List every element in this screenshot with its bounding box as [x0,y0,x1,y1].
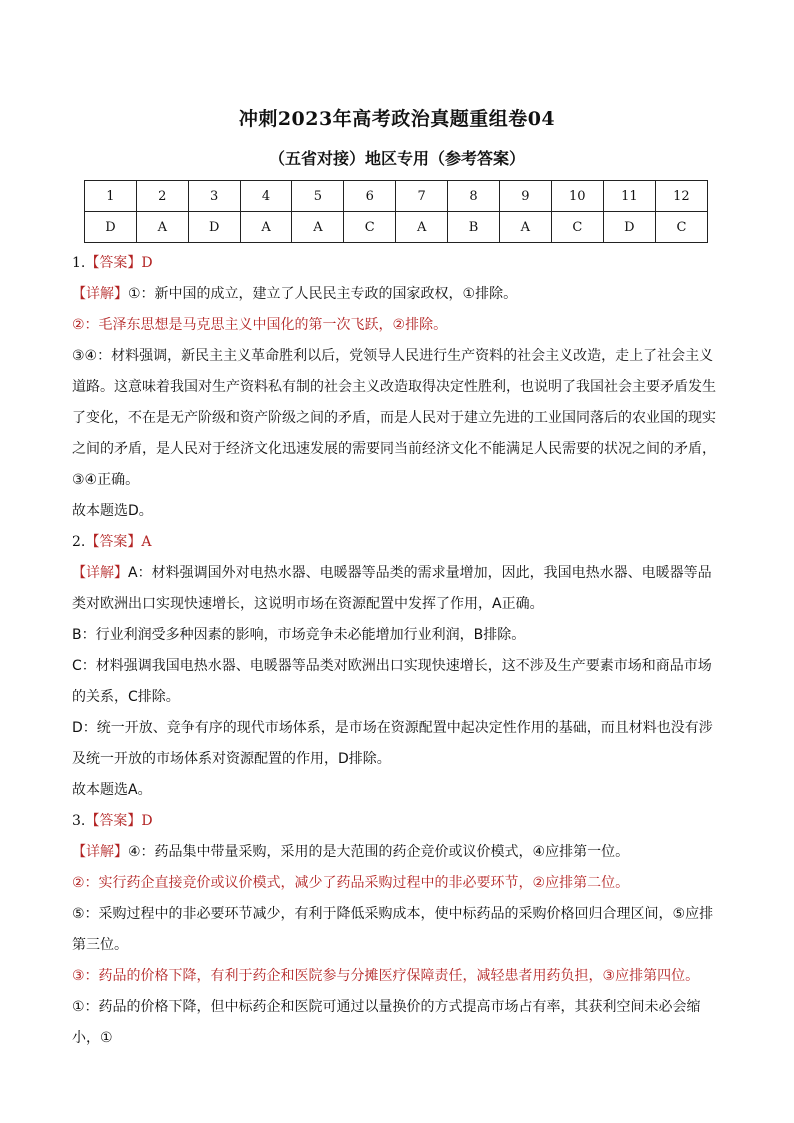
answer-line [72,527,724,558]
detail-paragraph: ②：毛泽东思想是马克思主义中国化的第一次飞跃，②排除。 [72,317,448,333]
detail-tag: 【详解】 [72,286,128,302]
detail-paragraph: D：统一开放、竞争有序的现代市场体系，是市场在资源配置中起决定性作用的基础，而且材料也没有涉及统一开放的市场体系对资源配置的作用，D排除。 [72,720,713,767]
conclusion-line: 故本题选A。 [72,782,152,798]
explanation-body [72,248,724,1054]
page-subtitle: （五省对接）地区专用（参考答案） [268,149,525,168]
detail-paragraph [72,837,724,868]
question-number-cell: 2 [136,181,188,212]
question-number-cell: 4 [240,181,292,212]
question-number: 1. [72,255,86,271]
detail-tag: 【详解】 [72,844,128,860]
answer-cell: C [655,212,707,243]
answer-cell: D [603,212,655,243]
question-number: 3. [72,813,86,829]
question-number-cell: 5 [292,181,344,212]
answer-cell: D [85,212,137,243]
detail-paragraph [72,279,724,310]
detail-paragraph: ①：药品的价格下降，但中标药企和医院可通过以量换价的方式提高市场占有率，其获利空间未必会缩小，① [72,999,701,1046]
answer-value: D [141,813,153,829]
conclusion-line: 故本题选D。 [72,503,153,519]
detail-text: A：材料强调国外对电热水器、电暖器等品类的需求量增加，因此，我国电热水器、电暖器等品类对欧洲出口实现快速增长，这说明市场在资源配置中发挥了作用，A正确。 [72,565,712,612]
question-number-cell: 7 [396,181,448,212]
answer-line [72,248,724,279]
question-number-cell: 8 [448,181,500,212]
detail-text: ④：药品集中带量采购，采用的是大范围的药企竞价或议价模式，④应排第一位。 [128,844,630,860]
answer-cell: A [396,212,448,243]
answer-cell: C [344,212,396,243]
detail-paragraph: ③：药品的价格下降，有利于药企和医院参与分摊医疗保障责任，减轻患者用药负担，③应排第四位。 [72,968,700,984]
detail-paragraph: C：材料强调我国电热水器、电暖器等品类对欧洲出口实现快速增长，这不涉及生产要素市场和商品市场的关系，C排除。 [72,658,712,705]
question-number-cell: 3 [188,181,240,212]
detail-tag: 【详解】 [72,565,128,581]
answer-cell: A [499,212,551,243]
question-number-cell: 11 [603,181,655,212]
detail-paragraph: ⑤：采购过程中的非必要环节减少，有利于降低采购成本，使中标药品的采购价格回归合理区间，⑤应排第三位。 [72,906,714,953]
question-number: 2. [72,534,86,550]
answer-cell: D [188,212,240,243]
answer-tag: 【答案】 [85,255,142,271]
answer-table-number-row [85,181,708,212]
answer-value: D [141,255,153,271]
question-number-cell: 6 [344,181,396,212]
detail-text: ①：新中国的成立，建立了人民民主专政的国家政权，①排除。 [128,286,518,302]
detail-paragraph [72,558,724,620]
answer-table [84,180,708,243]
question-number-cell: 9 [499,181,551,212]
question-number-cell: 12 [655,181,707,212]
answer-cell: A [136,212,188,243]
detail-paragraph: B：行业利润受多种因素的影响，市场竞争未必能增加行业利润，B排除。 [72,627,526,643]
page-title: 冲刺2023年高考政治真题重组卷04 [238,108,556,130]
answer-line [72,806,724,837]
answer-table-answer-row [85,212,708,243]
question-number-cell: 1 [85,181,137,212]
answer-tag: 【答案】 [85,534,142,550]
detail-paragraph: ③④：材料强调，新民主主义革命胜利以后，党领导人民进行生产资料的社会主义改造，走上了社会主义道路。这意味着我国对生产资料私有制的社会主义改造取得决定性胜利，也说明了我国社会主要矛盾发生了变化，不在是无产阶级和资产阶级之间的矛盾，而是人民对于建立先进的工业国同落后的农业国的现实之间的矛盾，是人民对于经济文化迅速发展的需要同当前经济文化不能满足人民需要的状况之间的矛盾，③④正确。 [72,348,716,488]
answer-cell: C [551,212,603,243]
answer-cell: A [240,212,292,243]
answer-cell: A [292,212,344,243]
detail-paragraph: ②：实行药企直接竞价或议价模式，减少了药品采购过程中的非必要环节，②应排第二位。 [72,875,630,891]
answer-value: A [141,534,152,550]
answer-cell: B [448,212,500,243]
answer-tag: 【答案】 [85,813,142,829]
question-number-cell: 10 [551,181,603,212]
